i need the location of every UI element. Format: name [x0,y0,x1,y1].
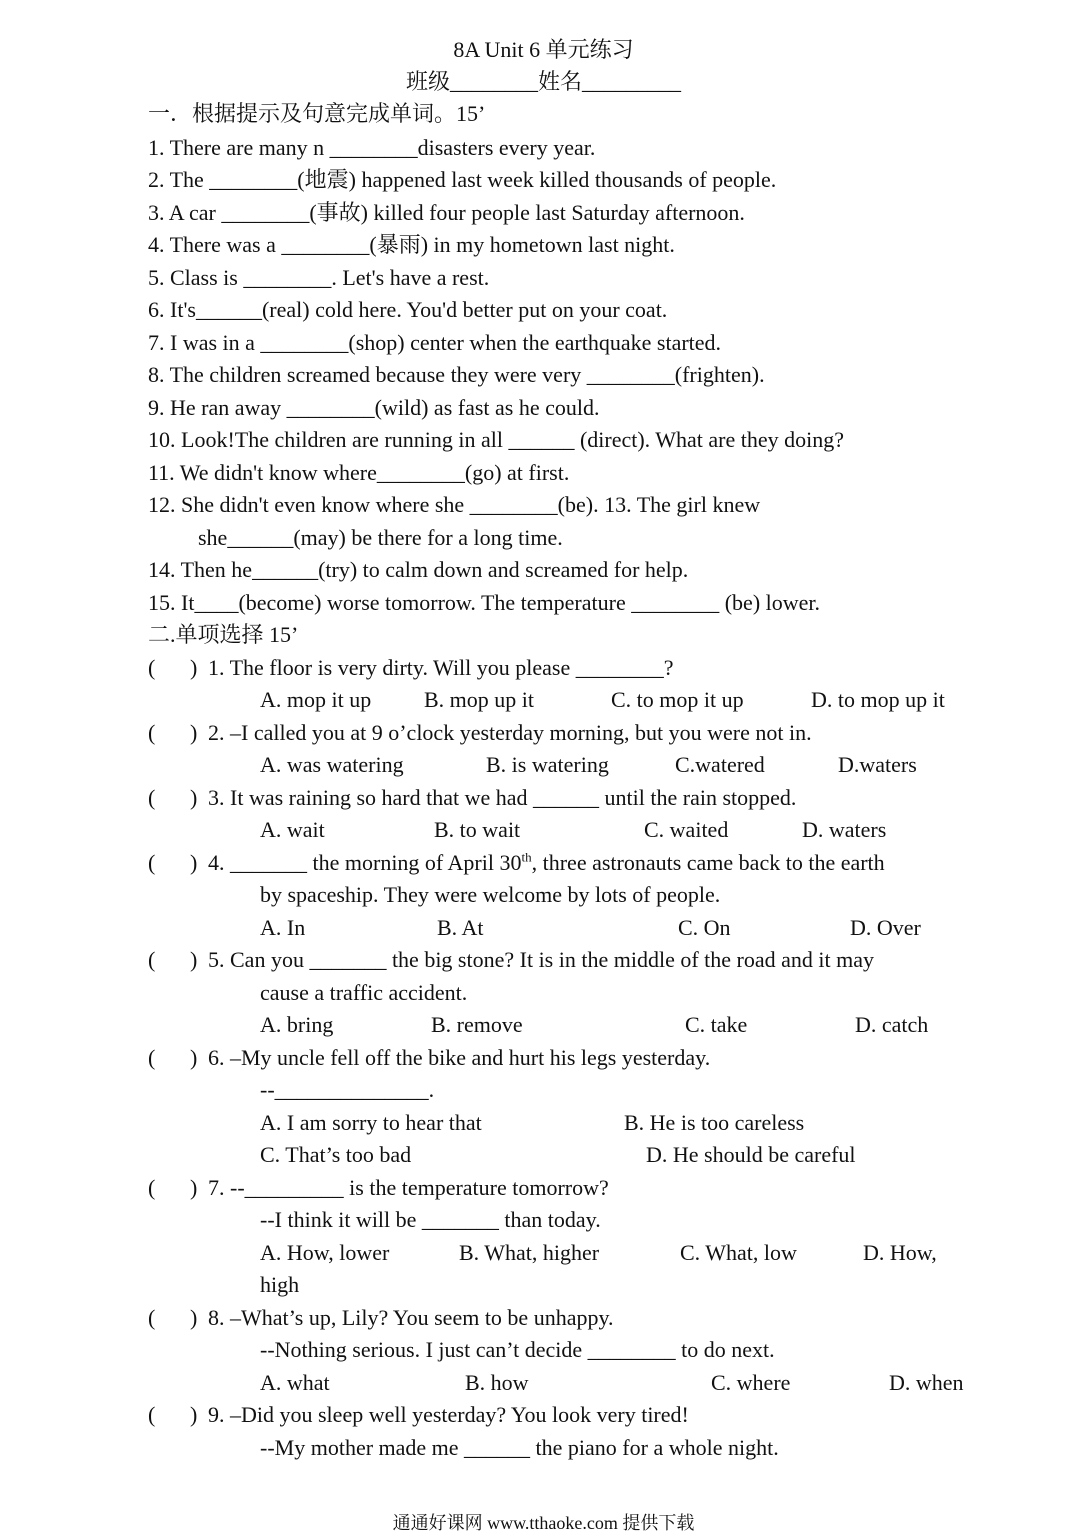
q8-option-c: C. where [711,1370,791,1395]
mc-question-8-cont: --Nothing serious. I just can’t decide ________ to do next. [260,1337,775,1362]
q3-option-c: C. waited [644,817,729,842]
mc-question-4 [208,849,885,877]
q6-option-c: C. That’s too bad [260,1142,412,1167]
q2-option-a: A. was watering [260,752,404,777]
q8-option-d: D. when [889,1370,964,1395]
q4-option-d: D. Over [850,915,921,940]
q6-option-b: B. He is too careless [624,1110,805,1135]
answer-paren-close: ) [190,850,198,875]
fill-item-5: 5. Class is ________. Let's have a rest. [148,265,490,290]
q1-option-a: A. mop it up [260,687,372,712]
fill-item-12: 12. She didn't even know where she ________(be). 13. The girl knew [148,492,761,517]
q8-option-a: A. what [260,1370,330,1395]
q5-option-d: D. catch [855,1012,929,1037]
q4-superscript: th [521,849,532,865]
section1-heading: 一．根据提示及句意完成单词。15’ [148,101,486,126]
fill-item-6: 6. It's______(real) cold here. You'd better put on your coat. [148,297,668,322]
q1-option-c: C. to mop it up [611,687,744,712]
fill-item-15: 15. It____(become) worse tomorrow. The temperature ________ (be) lower. [148,590,821,615]
q2-option-d: D.waters [838,752,917,777]
answer-paren-open: ( [148,785,156,810]
footer-source: 通通好课网 www.tthaoke.com 提供下载 [392,1513,695,1533]
fill-item-14: 14. Then he______(try) to calm down and screamed for help. [148,557,689,582]
answer-paren-close: ) [190,655,198,680]
mc-question-6-cont: --______________. [260,1077,435,1102]
answer-paren-close: ) [190,1305,198,1330]
mc-question-9-cont: --My mother made me ______ the piano for a whole night. [260,1435,779,1460]
mc-question-4-cont: by spaceship. They were welcome by lots of people. [260,882,721,907]
fill-item-8: 8. The children screamed because they were very ________(frighten). [148,362,765,387]
answer-paren-close: ) [190,1402,198,1427]
fill-item-11: 11. We didn't know where________(go) at first. [148,460,570,485]
q4-option-a: A. In [260,915,306,940]
q6-option-a: A. I am sorry to hear that [260,1110,482,1135]
q7-option-d: D. How, [863,1240,937,1265]
answer-paren-open: ( [148,655,156,680]
fill-item-10: 10. Look!The children are running in all ______ (direct). What are they doing? [148,427,845,452]
mc-question-1: 1. The floor is very dirty. Will you please ________? [208,655,674,680]
q3-option-a: A. wait [260,817,325,842]
mc-question-2: 2. –I called you at 9 o’clock yesterday morning, but you were not in. [208,720,812,745]
q7-option-a: A. How, lower [260,1240,390,1265]
q3-option-b: B. to wait [434,817,521,842]
mc-question-7: 7. --_________ is the temperature tomorrow? [208,1175,609,1200]
q6-option-d: D. He should be careful [646,1142,856,1167]
answer-paren-close: ) [190,1175,198,1200]
class-name-line: 班级________姓名_________ [405,69,681,94]
q2-option-b: B. is watering [486,752,609,777]
q7-option-d-cont: high [260,1272,300,1297]
q3-option-d: D. waters [802,817,887,842]
answer-paren-open: ( [148,720,156,745]
q5-option-b: B. remove [431,1012,523,1037]
fill-item-2: 2. The ________(地震) happened last week killed thousands of people. [148,167,777,192]
mc-question-5-cont: cause a traffic accident. [260,980,468,1005]
answer-paren-open: ( [148,947,156,972]
answer-paren-open: ( [148,850,156,875]
fill-item-4: 4. There was a ________(暴雨) in my hometown last night. [148,232,675,257]
q5-option-a: A. bring [260,1012,334,1037]
q1-option-b: B. mop up it [424,687,535,712]
q8-option-b: B. how [465,1370,529,1395]
fill-item-13-cont: she______(may) be there for a long time. [198,525,563,550]
mc-question-7-cont: --I think it will be _______ than today. [260,1207,601,1232]
q4-option-c: C. On [678,915,731,940]
answer-paren-open: ( [148,1305,156,1330]
mc-question-9: 9. –Did you sleep well yesterday? You look very tired! [208,1402,689,1427]
section2-heading: 二.单项选择 15’ [148,622,299,647]
mc-question-6: 6. –My uncle fell off the bike and hurt his legs yesterday. [208,1045,711,1070]
q2-option-c: C.watered [675,752,765,777]
answer-paren-close: ) [190,720,198,745]
answer-paren-open: ( [148,1045,156,1070]
q1-option-d: D. to mop up it [811,687,945,712]
answer-paren-close: ) [190,1045,198,1070]
q7-option-b: B. What, higher [459,1240,600,1265]
page-title: 8A Unit 6 单元练习 [453,37,634,62]
q5-option-c: C. take [685,1012,748,1037]
fill-item-3: 3. A car ________(事故) killed four people last Saturday afternoon. [148,200,745,225]
q4-text-after: , three astronauts came back to the earth [531,850,885,875]
fill-item-1: 1. There are many n ________disasters every year. [148,135,596,160]
fill-item-9: 9. He ran away ________(wild) as fast as he could. [148,395,600,420]
answer-paren-open: ( [148,1402,156,1427]
mc-question-5: 5. Can you _______ the big stone? It is in the middle of the road and it may [208,947,874,972]
mc-question-8: 8. –What’s up, Lily? You seem to be unhappy. [208,1305,614,1330]
answer-paren-close: ) [190,785,198,810]
mc-question-3: 3. It was raining so hard that we had ______ until the rain stopped. [208,785,797,810]
answer-paren-open: ( [148,1175,156,1200]
answer-paren-close: ) [190,947,198,972]
q4-text-before: 4. _______ the morning of April 30 [208,850,522,875]
fill-item-7: 7. I was in a ________(shop) center when the earthquake started. [148,330,722,355]
q7-option-c: C. What, low [680,1240,797,1265]
q4-option-b: B. At [437,915,484,940]
